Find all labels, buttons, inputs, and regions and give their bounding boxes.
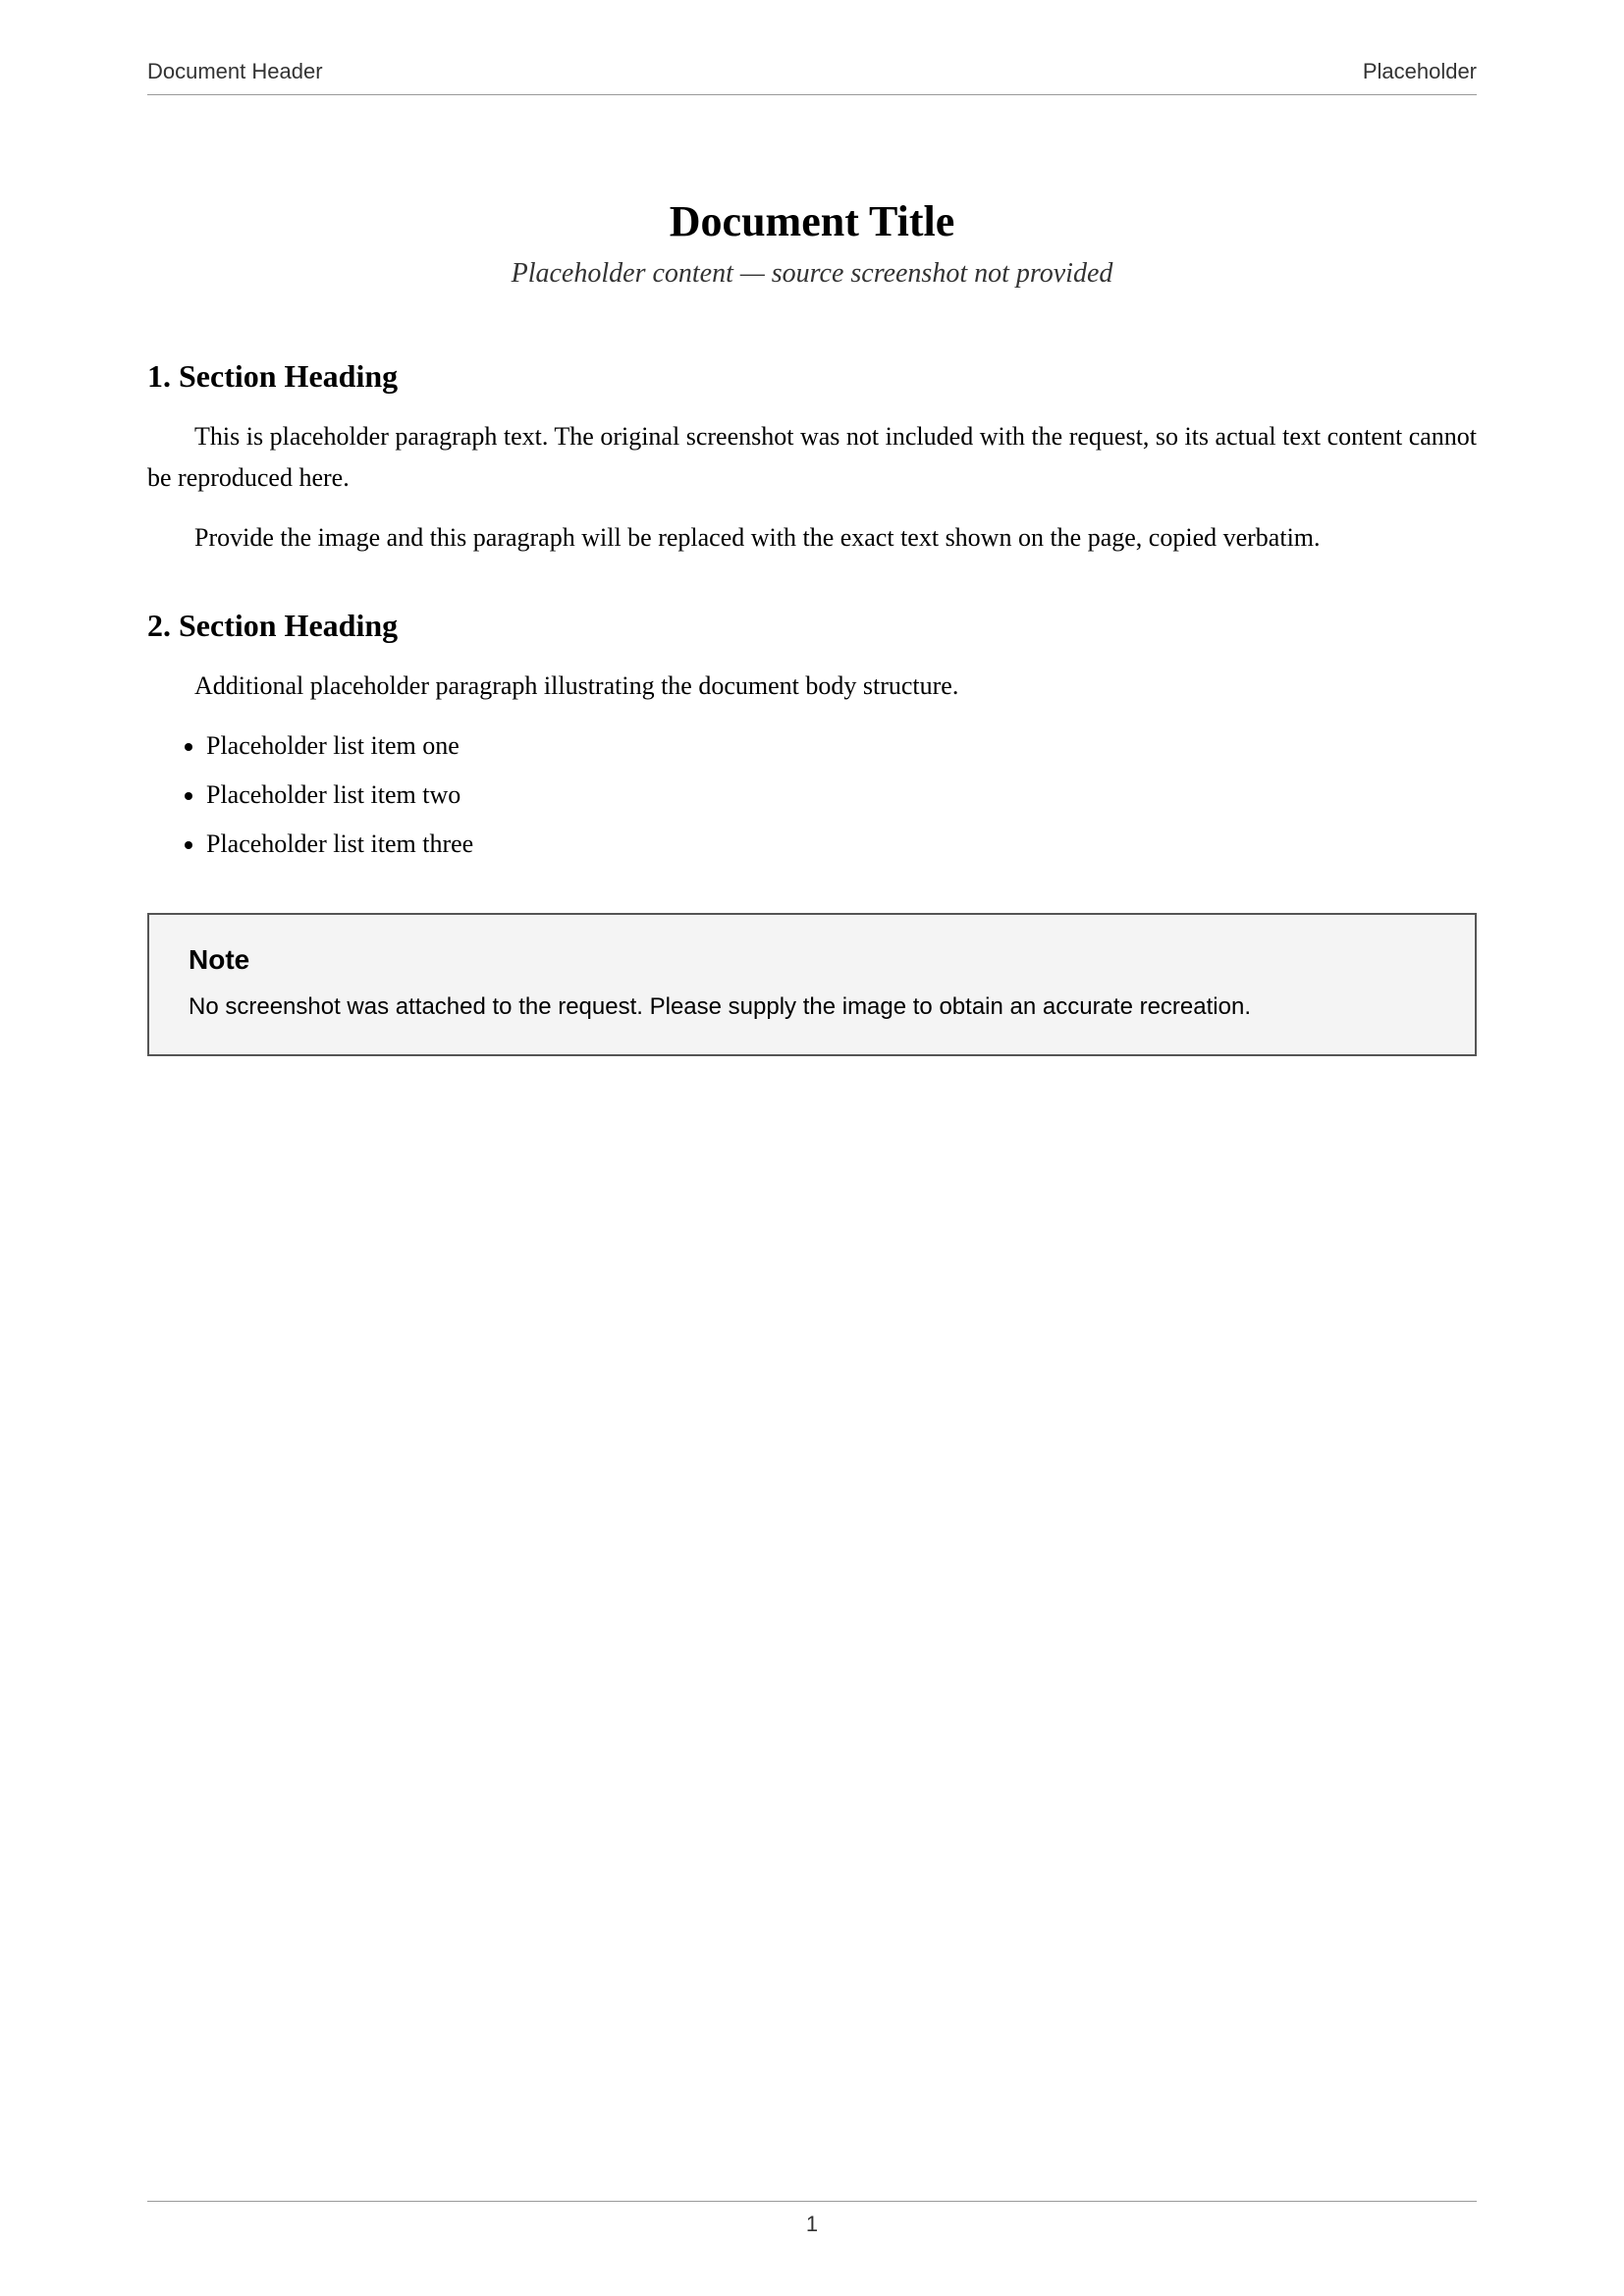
- page-number: 1: [805, 2212, 819, 2236]
- page-footer: [147, 2201, 1477, 2237]
- section-heading: 2. Section Heading: [147, 607, 399, 643]
- section-2: [147, 608, 1477, 864]
- paragraph: This is placeholder paragraph text. The original screenshot was not included with the request, so its actual text content cannot be reproduced here.: [147, 422, 1477, 492]
- header-right-text: Placeholder: [1362, 59, 1477, 83]
- document-title: Document Title: [669, 197, 955, 245]
- paragraph: Provide the image and this paragraph will be replaced with the exact text shown on the page, copied verbatim.: [194, 523, 1321, 553]
- notice-text: No screenshot was attached to the request. Please supply the image to obtain an accurate recreation.: [189, 993, 1251, 1021]
- list-item: • Placeholder list item one: [206, 725, 1477, 767]
- page-header: [147, 59, 1477, 95]
- section-1: [147, 358, 1477, 559]
- section-heading: 1. Section Heading: [147, 358, 399, 394]
- notice-heading: Note: [189, 944, 250, 976]
- list-item: • Placeholder list item three: [206, 824, 1477, 865]
- header-left-text: Document Header: [147, 59, 323, 83]
- list-item: • Placeholder list item two: [206, 774, 1477, 816]
- notice-box: [147, 913, 1477, 1056]
- bullet-list: [147, 725, 1477, 864]
- document-subtitle: Placeholder content — source screenshot not provided: [511, 258, 1113, 289]
- paragraph: Additional placeholder paragraph illustrating the document body structure.: [194, 670, 959, 700]
